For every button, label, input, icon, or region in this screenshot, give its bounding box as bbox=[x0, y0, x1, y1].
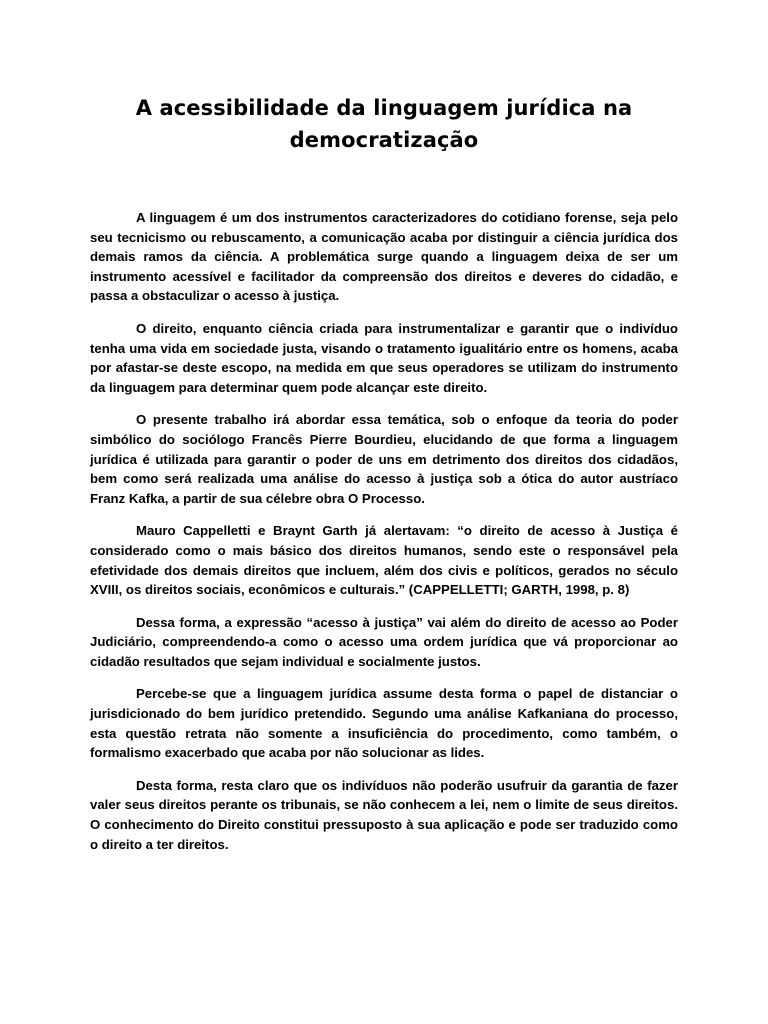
document-title: A acessibilidade da linguagem jurídica na democratização bbox=[135, 96, 633, 152]
paragraph-5: Dessa forma, a expressão “acesso à justiça” vai além do direito de acesso ao Poder Judiciário, compreendendo-a como o acesso uma ordem jurídica que vá proporcionar ao cidadão resultados que sejam individual e socialmente justos. bbox=[90, 614, 678, 669]
paragraph-7: Desta forma, resta claro que os indivíduos não poderão usufruir da garantia de fazer valer seus direitos perante os tribunais, se não conhecem a lei, nem o limite de seus direitos. O conhecimento do Direito constitui pressuposto à sua aplicação e pode ser traduzido como o direito a ter direitos. bbox=[90, 777, 678, 852]
paragraph-4: Mauro Cappelletti e Braynt Garth já alertavam: “o direito de acesso à Justiça é considerado como o mais básico dos direitos humanos, sendo este o responsável pela efetividade dos demais direitos que incluem, além dos civis e políticos, gerados no século XVIII, os direitos sociais, econômicos e culturais.” (CAPPELLETTI; GARTH, 1998, p. 8) bbox=[90, 523, 678, 598]
paragraph-1: A linguagem é um dos instrumentos caracterizadores do cotidiano forense, seja pelo seu tecnicismo ou rebuscamento, a comunicação acaba por distinguir a ciência jurídica dos demais ramos da ciência. A problemática surge quando a linguagem deixa de ser um instrumento acessível e facilitador da compreensão dos direitos e deveres do cidadão, e passa a obstaculizar o acesso à justiça. bbox=[90, 210, 678, 304]
paragraph-6: Percebe-se que a linguagem jurídica assume desta forma o papel de distanciar o jurisdicionado do bem jurídico pretendido. Segundo uma análise Kafkaniana do processo, esta questão retrata não somente a insuficiência do procedimento, como também, o formalismo exacerbado que acaba por não solucionar as lides. bbox=[90, 686, 678, 761]
document-body bbox=[90, 208, 678, 867]
paragraph-3: O presente trabalho irá abordar essa temática, sob o enfoque da teoria do poder simbólico do sociólogo Francês Pierre Bourdieu, elucidando de que forma a linguagem jurídica é utilizada para garantir o poder de uns em detrimento dos direitos dos cidadãos, bem como será realizada uma análise do acesso à justiça sob a ótica do autor austríaco Franz Kafka, a partir de sua célebre obra O Processo. bbox=[90, 412, 678, 506]
paragraph-2: O direito, enquanto ciência criada para instrumentalizar e garantir que o indivíduo tenha uma vida em sociedade justa, visando o tratamento igualitário entre os homens, acaba por afastar-se deste escopo, na medida em que seus operadores se utilizam do instrumento da linguagem para determinar quem pode alcançar este direito. bbox=[90, 320, 678, 395]
